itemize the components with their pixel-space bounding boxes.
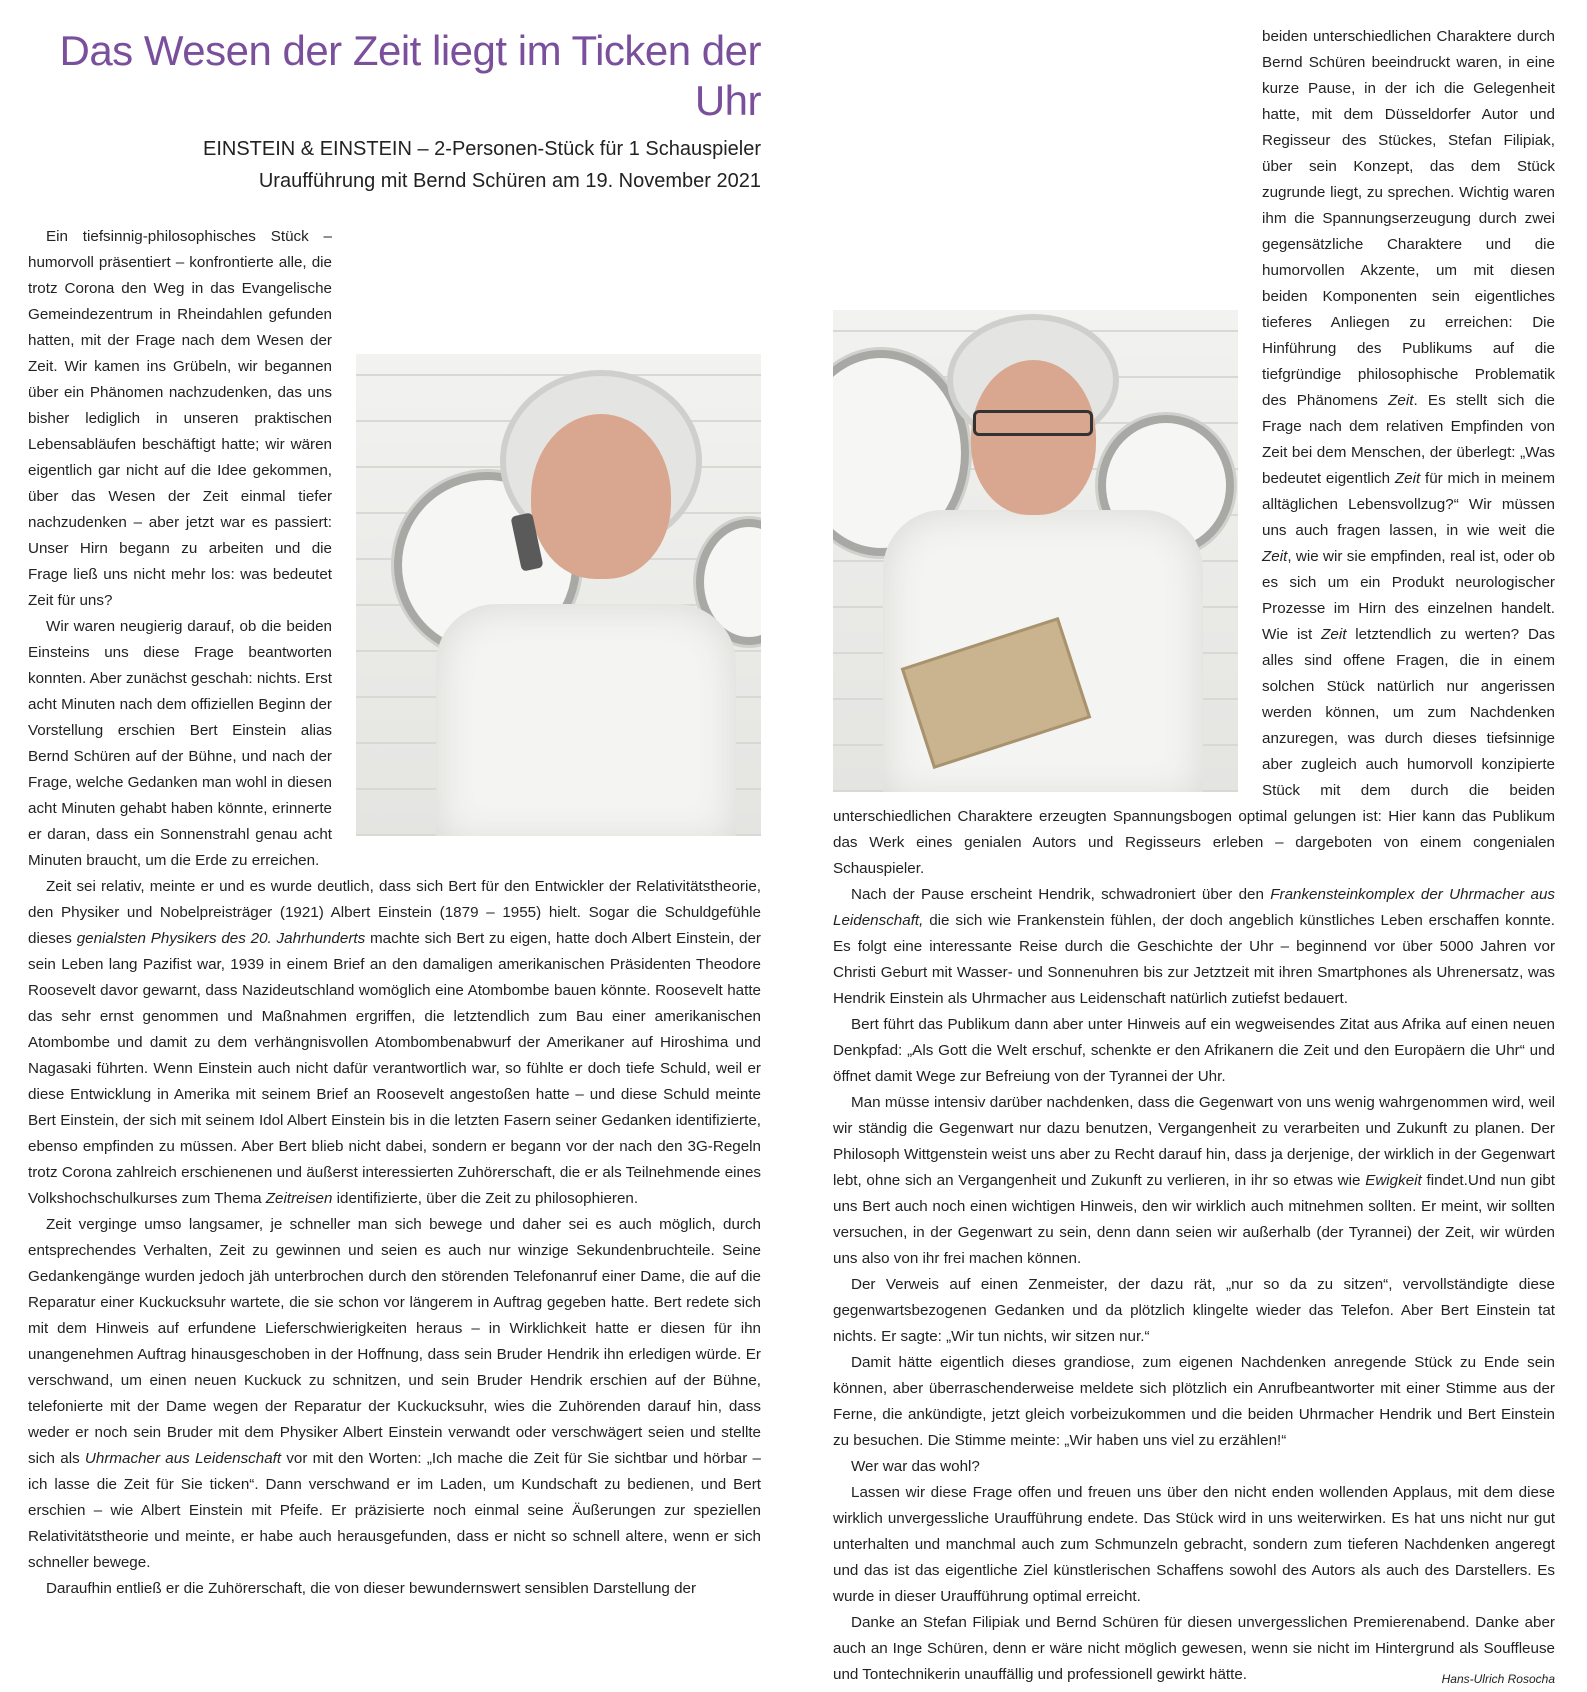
white-coat [436,604,736,836]
paragraph: Wir waren neugierig darauf, ob die beiden Einsteins uns diese Frage beantworten konnten. Aber zunächst geschah: nichts. Erst acht Minuten nach dem offiziellen Beginn der Vorstellung erschien Bert Einstein alias Bernd Schüren auf der Bühne, und nach der Frage, welche Gedanken man wohl in diesen acht Minuten gehabt haben könnte, erinnerte er daran, dass ein Sonnenstrahl genau acht Minuten braucht, um die Erde zu erreichen. [28,618,332,869]
paragraph: Wer war das wohl? [851,1458,980,1475]
paragraph: Zeit verginge umso langsamer, je schneller man sich bewege und daher sei es auch möglich, durch entsprechendes Verhalten, Zeit zu gewinnen und seien es auch nur winzige Sekundenbruchteile. Seine Gedankengänge wurden jedoch jäh unterbrochen durch den störenden Telefonanruf einer Dame, die auf die Reparatur einer Kuckucksuhr wartete, die sie schon vor längerem in Auftrag gegeben hatte. Bert redete sich mit dem Hinweis auf erfundene Lieferschwierigkeiten heraus – in Wirklichkeit hatte er diesen für ihn unangenehmen Auftrag hinausgeschoben in der Hoffnung, dass sein Bruder Hendrik ihn erledigen würde. Er verschwand, um einen neuen Kuckuck zu schnitzen, und sein Bruder Hendrik erschien auf der Bühne, telefonierte mit der Dame wegen der Reparatur der Kuckucksuhr, wies die Zuhörenden darauf hin, dass weder er noch sein Bruder mit dem Physiker Albert Einstein verwandt oder verschwägert seien und stellte sich als Uhrmacher aus Leidenschaft vor mit den Worten: „Ich mache die Zeit für Sie sichtbar und hörbar – ich lasse die Zeit für Sie ticken“. Dann verschwand er im Laden, um Kundschaft zu bedienen, und Bert erschien – wie Albert Einstein mit Pfeife. Er präzisierte noch einmal seine Äußerungen zur speziellen Relativitätstheorie und meinte, er habe auch herausgefunden, dass er nicht so schnell altere, wenn er sich schneller bewege. [28,1216,761,1571]
paragraph: Daraufhin entließ er die Zuhörerschaft, die von dieser bewundernswert sensiblen Darstellung der [46,1580,697,1597]
paragraph: Lassen wir diese Frage offen und freuen uns über den nicht enden wollenden Applaus, mit dem diese wirklich unvergessliche Uraufführung endete. Das Stück wird in uns weiterwirken. Es hat uns nicht nur gut unterhalten und manchmal auch zum Schmunzeln gebracht, sondern zum tieferen Nachdenken angeregt und das ist das eigentliche Ziel künstlerischen Schaffens sowohl des Autors als auch des Darstellers. Es wurde in dieser Uraufführung optimal erreicht. [833,1484,1555,1605]
article-title: Das Wesen der Zeit liegt im Ticken der Uhr [59,27,761,124]
right-body [833,24,1555,1688]
left-column [28,0,761,1602]
photo-einstein-phone [356,354,761,836]
paragraph: beiden unterschiedlichen Charaktere durch Bernd Schüren beeindruckt waren, in eine kurze Pause, in der ich die Gelegenheit hatte, mit dem Düsseldorfer Autor und Regisseur des Stückes, Stefan Filipiak, über sein Konzept, das dem Stück zugrunde liegt, zu sprechen. Wichtig waren ihm die Spannungserzeugung durch zwei gegensätzliche Charaktere und die humorvollen Akzente, um mit diesen beiden Komponenten sein eigentliches tieferes Anliegen zu erreichen: Die Hinführung des Publikums auf die tiefgründige philosophische Problematik des Phänomens Zeit. Es stellt sich die Frage nach dem relativen Empfinden von Zeit bei dem Menschen, der überlegt: „Was bedeutet eigentlich Zeit für mich in meinem alltäglichen Lebensvollzug?“ Wir müssen uns auch fragen lassen, in wie weit die Zeit, wie wir sie empfinden, real ist, oder ob es sich um ein Produkt neurologischer Prozesse im Hirn des einzelnen handelt. Wie ist Zeit letztendlich zu werten? Das alles sind offene Fragen, die in einem solchen Stück natürlich nur angerissen werden können, um zum Nachdenken anzuregen, was durch dieses tiefsinnige aber zugleich auch humorvoll konzipierte Stück mit dem durch die beiden unterschiedlichen Charaktere erzeugten Spannungsbogen optimal gelungen ist: Hier kann das Publikum das Werk eines genialen Autors und Regisseurs erleben – dargeboten von einem congenialen Schauspieler. [833,24,1555,882]
article-subtitle-2: Uraufführung mit Bernd Schüren am 19. November 2021 [258,170,761,192]
face [971,360,1096,515]
author-signature: Hans-Ulrich Rosocha [1441,1672,1555,1686]
photo-einstein-clipboard [833,310,1238,792]
left-body [28,224,761,1602]
right-column [833,0,1555,1692]
paragraph: Der Verweis auf einen Zenmeister, der dazu rät, „nur so da zu sitzen“, vervollständigte diese gegenwartsbezogenen Gedanken und da plötzlich klingelte wieder das Telefon. Aber Bert Einstein tat nichts. Er sagte: „Wir tun nichts, wir sitzen nur.“ [833,1276,1555,1345]
article-subtitle-1: EINSTEIN & EINSTEIN – 2-Personen-Stück für 1 Schauspieler [203,138,761,160]
paragraph: Danke an Stefan Filipiak und Bernd Schüren für diesen unvergesslichen Premierenabend. Danke aber auch an Inge Schüren, denn er wäre nicht möglich gewesen, wenn sie nicht im Hintergrund als Souffleuse und Tontechnikerin unauffällig und professionell gewirkt hätte. Hans-Ulrich Rosocha [833,1610,1555,1688]
paragraph: Nach der Pause erscheint Hendrik, schwadroniert über den Frankensteinkomplex der Uhrmacher aus Leidenschaft, die sich wie Frankenstein fühlen, der doch angeblich künstliches Leben erschaffen konnte. Es folgt eine interessante Reise durch die Geschichte der Uhr – beginnend vor über 5000 Jahren vor Christi Geburt mit Wasser- und Sonnenuhren bis zur Jetztzeit mit ihren Smartphones als Uhrenersatz, was Hendrik Einstein als Uhrmacher aus Leidenschaft natürlich zutiefst bedauert. [833,886,1555,1007]
paragraph: Zeit sei relativ, meinte er und es wurde deutlich, dass sich Bert für den Entwickler der Relativitätstheorie, den Physiker und Nobelpreisträger (1921) Albert Einstein (1879 – 1955) hielt. Sogar die Schuldgefühle dieses genialsten Physikers des 20. Jahrhunderts machte sich Bert zu eigen, hatte doch Albert Einstein, der sein Leben lang Pazifist war, 1939 in einem Brief an den damaligen amerikanischen Präsidenten Theodore Roosevelt davor gewarnt, dass Nazideutschland womöglich eine Atombombe bauen könnte. Roosevelt hatte das sehr ernst genommen und Maßnahmen ergriffen, die letztendlich zum Bau einer amerikanischen Atombombe und damit zu dem verhängnisvollen Atombombenabwurf der Amerikaner auf Hiroshima und Nagasaki führten. Wenn Einstein auch nicht dafür verantwortlich war, so fühlte er doch tiefe Schuld, weil er diese Entwicklung in Amerika mit seinem Brief an Roosevelt angestoßen hatte – und diese Schuld meinte Bert Einstein, der sich mit seinem Idol Albert Einstein bis in die letzten Fasern seiner Gedanken identifizierte, ebenso empfinden zu müssen. Aber Bert blieb nicht dabei, sondern er begann vor der nach den 3G-Regeln trotz Corona zahlreich erschienenen und äußerst interessierten Zuhörerschaft, die er als Teilnehmende eines Volkshochschulkurses zum Thema Zeitreisen identifizierte, über die Zeit zu philosophieren. [28,878,761,1207]
paragraph: Man müsse intensiv darüber nachdenken, dass die Gegenwart von uns wenig wahrgenommen wird, weil wir ständig die Gegenwart nur dazu benutzen, Vergangenheit zu verarbeiten und Zukunft zu planen. Der Philosoph Wittgenstein weist uns aber zu Recht darauf hin, dass ja derjenige, der wirklich in der Gegenwart lebt, ohne sich an Vergangenheit und Zukunft zu verlieren, in ihr so etwas wie Ewigkeit findet.Und nun gibt uns Bert auch noch einen wichtigen Hinweis, den wir wirklich auch mitnehmen sollten. Er meint, wir sollten versuchen, in der Gegenwart zu sein, denn dann seien wir außerhalb (der Tyrannei) der Zeit, wir würden uns also von ihr frei machen können. [833,1094,1555,1267]
face [531,414,671,579]
paragraph: Bert führt das Publikum dann aber unter Hinweis auf ein wegweisendes Zitat aus Afrika auf einen neuen Denkpfad: „Als Gott die Welt erschuf, schenkte er den Afrikanern die Zeit und den Europäern die Uhr“ und öffnet damit Wege zur Befreiung von der Tyrannei der Uhr. [833,1016,1555,1085]
paragraph: Ein tiefsinnig-philosophisches Stück – humorvoll präsentiert – konfrontierte alle, die trotz Corona den Weg in das Evangelische Gemeindezentrum in Rheindahlen gefunden hatten, mit der Frage nach dem Wesen der Zeit. Wir kamen ins Grübeln, wir begannen über ein Phänomen nachzudenken, das uns bisher lediglich in unseren praktischen Lebensabläufen beschäftigt hatte; wir wären eigentlich gar nicht auf die Idee gekommen, über das Wesen der Zeit einmal tiefer nachzudenken – aber jetzt war es passiert: Unser Hirn begann zu arbeiten und die Frage ließ uns nicht mehr los: was bedeutet Zeit für uns? [28,224,761,614]
paragraph: Damit hätte eigentlich dieses grandiose, zum eigenen Nachdenken anregende Stück zu Ende sein können, aber überraschenderweise meldete sich plötzlich ein Anrufbeantworter mit einer Stimme aus der Ferne, die ankündigte, jetzt gleich vorbeizukommen und die beiden Uhrmacher Hendrik und Bert Einstein zu besuchen. Die Stimme meinte: „Wir haben uns viel zu erzählen!“ [833,1354,1555,1449]
glasses-icon [973,410,1093,436]
